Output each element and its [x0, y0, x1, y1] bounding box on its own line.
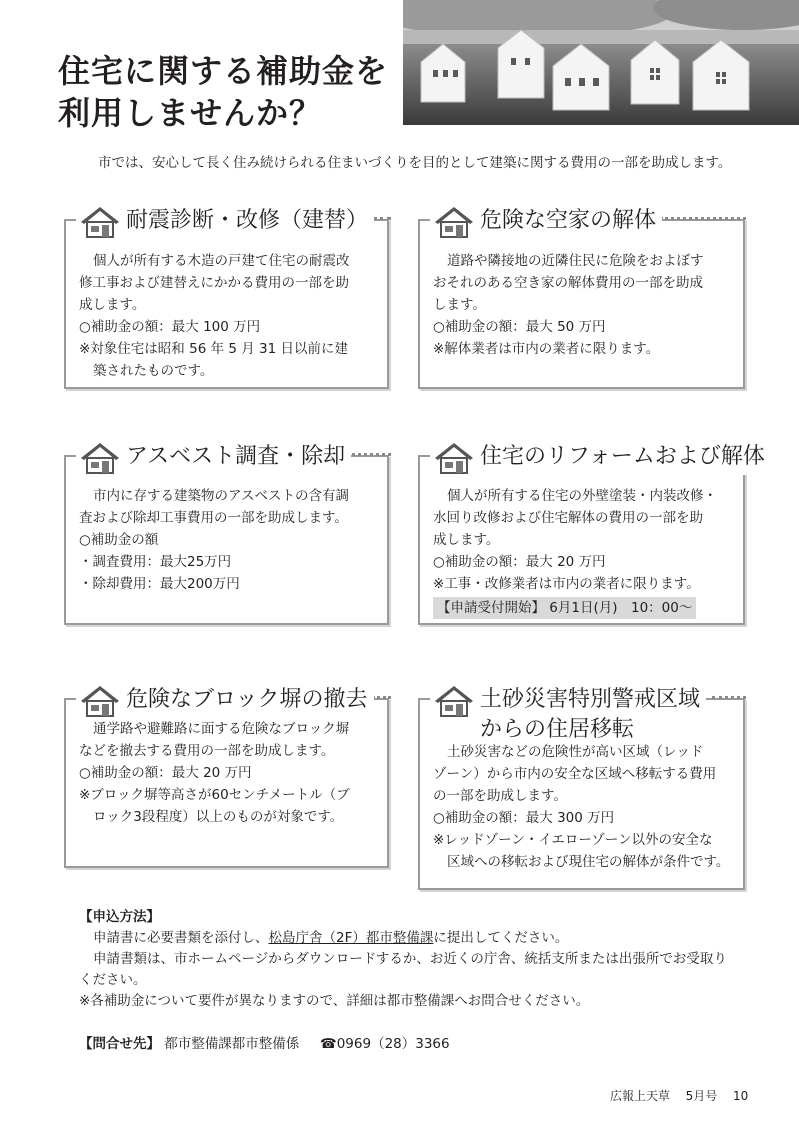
title-dotted-line	[372, 696, 391, 699]
card-seismic-header	[76, 205, 374, 239]
card-amount-item: ・調査費用：最大25万円	[79, 554, 232, 570]
house-icon	[434, 205, 474, 239]
application-note: ※各補助金について要件が異なりますので、詳細は都市整備課へお問合せください。	[79, 993, 590, 1009]
title-dotted-line	[345, 453, 391, 456]
card-asbestos-body	[79, 485, 349, 595]
card-reform-body	[433, 485, 717, 619]
card-vacant-house-header	[430, 205, 662, 239]
contact-section	[79, 1032, 450, 1052]
card-amount: ○補助金の額：最大 300 万円	[433, 810, 615, 826]
card-relocation-header	[430, 684, 706, 744]
house-icon	[80, 205, 120, 239]
card-seismic-title: 耐震診断・改修（建替）	[126, 208, 369, 233]
card-text: 修工事および建替えにかかる費用の一部を助	[79, 275, 349, 291]
card-amount: ○補助金の額	[79, 532, 159, 548]
card-asbestos-title: アスベスト調査・除却	[126, 444, 346, 469]
application-text: に提出してください。	[433, 930, 569, 946]
page-number: 10	[732, 1089, 749, 1103]
application-start-highlight: 【申請受付開始】 6月1日(月) 10：00～	[433, 597, 696, 619]
houses-photo	[403, 0, 799, 125]
card-text: します。	[433, 297, 486, 313]
application-heading: 【申込方法】	[79, 909, 160, 925]
application-text: 申請書類は、市ホームページからダウンロードするか、お近くの庁舎、統括支所または出張所でお受取り	[93, 951, 727, 967]
card-amount: ○補助金の額：最大 50 万円	[433, 319, 606, 335]
house-icon	[80, 441, 120, 475]
card-text: 成します。	[433, 532, 500, 548]
title-dotted-line	[712, 696, 746, 699]
card-note: ※レッドゾーン・イエローゾーン以外の安全な	[433, 832, 713, 848]
card-asbestos-header	[76, 441, 351, 475]
page-title	[58, 50, 388, 134]
card-seismic-body	[79, 250, 350, 382]
card-note: ※ブロック塀等高さが60センチメートル（ブ	[79, 787, 350, 803]
card-relocation-title: 土砂災害特別警戒区域	[480, 687, 701, 712]
house-icon	[434, 441, 474, 475]
contact-dept: 都市整備課都市整備係	[164, 1036, 300, 1052]
page-footer	[610, 1087, 748, 1104]
card-amount: ○補助金の額：最大 20 万円	[433, 554, 606, 570]
card-note: ※解体業者は市内の業者に限ります。	[433, 341, 660, 357]
card-text: 査および除却工事費用の一部を助成します。	[79, 510, 348, 526]
application-text: 申請書に必要書類を添付し、	[93, 930, 269, 946]
footer-publication: 広報上天草	[610, 1089, 671, 1103]
application-text: ください。	[79, 972, 147, 988]
title-dotted-line	[660, 217, 746, 220]
card-note: ※対象住宅は昭和 56 年 5 月 31 日以前に建	[79, 341, 349, 357]
card-relocation-body	[433, 741, 729, 873]
page-title-line1: 住宅に関する補助金を	[58, 52, 389, 90]
card-text: 個人が所有する住宅の外壁塗装・内装改修・	[447, 488, 717, 504]
house-icon	[434, 684, 474, 718]
card-text: 個人が所有する木造の戸建て住宅の耐震改	[93, 253, 350, 269]
house-icon	[80, 684, 120, 718]
card-reform-title: 住宅のリフォームおよび解体	[480, 444, 765, 469]
card-block-wall-title: 危険なブロック塀の撤去	[126, 687, 368, 712]
page-title-line2: 利用しませんか？	[58, 94, 323, 132]
card-text: 通学路や避難路に面する危険なブロック塀	[93, 721, 350, 737]
card-note: ※工事・改修業者は市内の業者に限ります。	[433, 576, 700, 592]
card-amount: ○補助金の額：最大 100 万円	[79, 319, 261, 335]
application-section	[79, 907, 727, 1012]
card-text: ゾーン）から市内の安全な区域へ移転する費用	[433, 766, 717, 782]
card-note: 区域への移転および現住宅の解体が条件です。	[447, 854, 730, 870]
card-amount-item: ・除却費用：最大200万円	[79, 576, 240, 592]
footer-issue: 5月号	[685, 1089, 718, 1103]
card-block-wall-header	[76, 684, 374, 718]
card-vacant-house-title: 危険な空家の解体	[480, 208, 657, 233]
application-line	[79, 928, 727, 949]
card-amount: ○補助金の額：最大 20 万円	[79, 765, 252, 781]
contact-phone: 0969（28）3366	[336, 1036, 450, 1052]
card-text: 市内に存する建築物のアスベストの含有調	[93, 488, 349, 504]
card-text: 土砂災害などの危険性が高い区域（レッド	[447, 744, 704, 760]
card-relocation-title-line2: からの住居移転	[480, 717, 635, 742]
card-text: 道路や隣接地の近隣住民に危険をおよぼす	[447, 253, 704, 269]
card-note: ロック3段程度）以上のものが対象です。	[93, 809, 344, 825]
card-vacant-house-body	[433, 250, 704, 360]
contact-label: 【問合せ先】	[79, 1036, 160, 1052]
card-note: 築されたものです。	[93, 363, 214, 379]
card-text: などを撤去する費用の一部を助成します。	[79, 743, 335, 759]
submission-office: 松島庁舎（2F）都市整備課	[268, 930, 434, 946]
card-text: の一部を助成します。	[433, 788, 567, 804]
card-block-wall-body	[79, 718, 350, 828]
card-text: 成します。	[79, 297, 146, 313]
card-reform-header	[430, 441, 771, 475]
phone-icon: ☎	[319, 1036, 337, 1052]
intro-text: 市では、安心して長く住み続けられる住まいづくりを目的として建築に関する費用の一部を助成します。	[98, 155, 732, 171]
card-text: 水回り改修および住宅解体の費用の一部を助	[433, 510, 703, 526]
card-text: おそれのある空き家の解体費用の一部を助成	[433, 275, 703, 291]
